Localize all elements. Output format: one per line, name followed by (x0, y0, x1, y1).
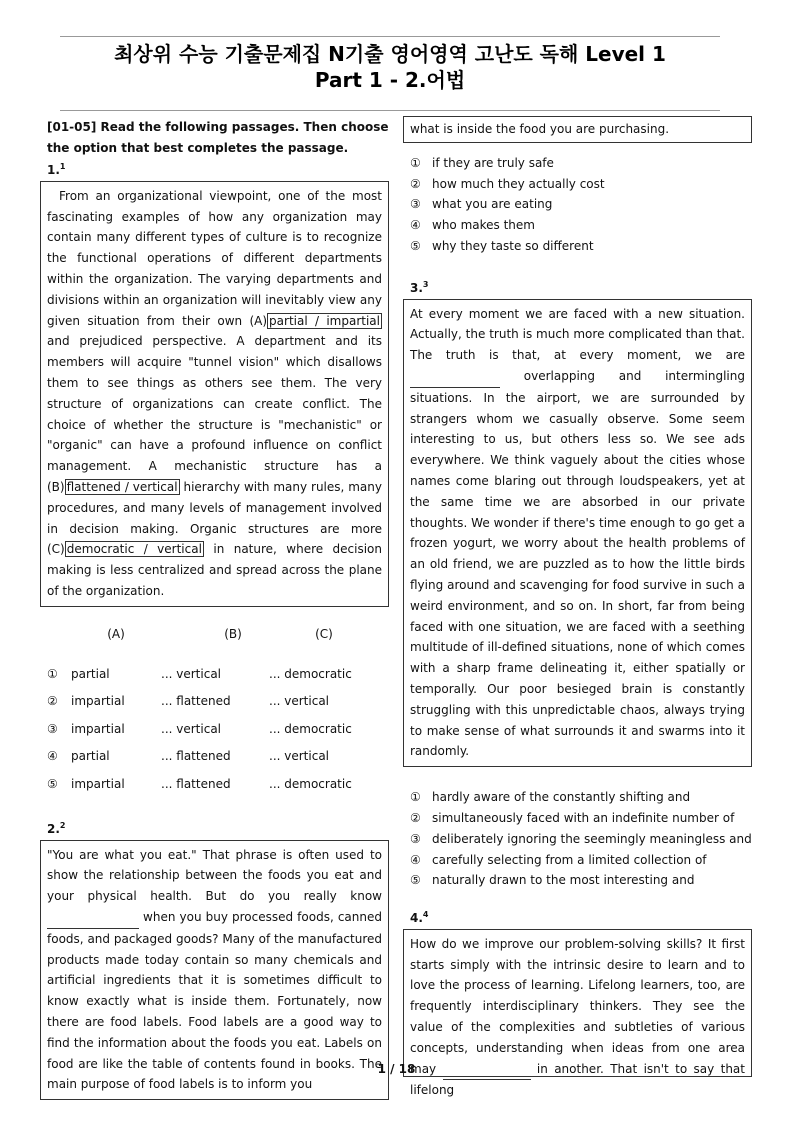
q2-passage (40, 840, 389, 1101)
q2-passage-continued (403, 116, 752, 143)
title-rule (60, 110, 720, 111)
q4-number (403, 905, 752, 929)
q1-text-1: From an organizational viewpoint, one of the most fascinating examples of how any organization may contain many different types of culture is to recognize the functional operations of different departments within the organization. The varying departments and divisions within an organization will inevitably view any given situation from their own (A) (47, 188, 382, 328)
q4-text-1: How do we improve our problem-solving skills? It first starts simply with the intrinsic desire to learn and to love the process of learning. Lifelong learners, too, are frequently interdisciplinary thinkers. They see the value of the complexities and subtleties of various concepts, understanding when ideas from one area may (410, 936, 745, 1076)
option-b: ... vertical (161, 721, 221, 736)
q3-option-1[interactable] (410, 787, 752, 808)
option-c: ... democratic (269, 721, 352, 736)
q1-text-3: hierarchy with many rules, many procedures, and many levels of management involved in decision making. Organic structures are more (C) (47, 479, 382, 557)
option-b: ... flattened (161, 776, 231, 791)
option-number: ③ (410, 197, 421, 212)
option-a: partial (71, 666, 110, 681)
q2-option-3[interactable] (410, 194, 752, 215)
q2-text-1: "You are what you eat." That phrase is often used to show the relationship between the foods you eat and your physical health. But do you really know (47, 847, 382, 904)
option-a: impartial (71, 694, 125, 709)
option-number: ③ (410, 831, 421, 846)
option-number: ⑤ (410, 238, 421, 253)
q1-text-4: in nature, where decision making is less centralized and spread across the plane of the organization. (47, 542, 383, 598)
q3-text-2: overlapping and intermingling situations. In the airport, we are surrounded by strangers whom we casually observe. Some seem interesting to us, but others less so. We see ads everywhere. We think vaguely about the cities whose names come blaring out through loudspeakers, yet at the same time we are absorbed in our private thoughts. We wonder if there's time enough to go get a frozen yogurt, we worry about the health problems of an old friend, we are puzzled as to how the little birds flying around and scavenging for food survive in such a weird environment, and so on. In short, far from being faced with one situation, we are faced with a seething multitude of ill-defined situations, none of which comes with a sharp frame delineating it, either spatially or temporally. Our poor besieged brain is constantly struggling with this unpredictable chaos, always trying to make sense of what surrounds it and swarms into it randomly. (410, 368, 745, 759)
header-c: (C) (315, 627, 333, 642)
option-text: why they taste so different (432, 238, 594, 253)
q3-blank (410, 366, 500, 388)
q2-number (47, 816, 389, 840)
option-b: ... flattened (161, 694, 231, 709)
option-text: if they are truly safe (432, 155, 554, 170)
q3-num-text: 3. (410, 280, 423, 295)
q4-num-text: 4. (410, 911, 423, 926)
q3-options (403, 787, 752, 891)
option-text: who makes them (432, 218, 535, 233)
option-number: ② (47, 694, 58, 709)
q2-num-text: 2. (47, 821, 60, 836)
q1-choice-b-box: flattened / vertical (66, 479, 178, 494)
option-text: simultaneously faced with an indefinite number of (432, 810, 735, 825)
header-a: (A) (107, 627, 125, 642)
option-number: ① (47, 666, 58, 681)
top-rule (60, 36, 720, 37)
q2-blank (47, 907, 139, 929)
option-number: ② (410, 176, 421, 191)
option-a: partial (71, 749, 110, 764)
q2-continued-text: what is inside the food you are purchasing. (410, 122, 670, 136)
q1-number (47, 157, 389, 181)
q1-text-2: and prejudiced perspective. A department and its members will acquire "tunnel vision" which disallows them to see things as others see them. The very structure of organizations can create conflict. The choice of whether the structure is "mechanistic" or "organic" can have a profound influence on conflict management. A mechanistic structure has a (B) (47, 334, 382, 494)
option-text: how much they actually cost (432, 176, 605, 191)
q1-num-text: 1. (47, 163, 60, 177)
q3-footnote: 3 (422, 279, 429, 289)
q2-option-5[interactable] (410, 236, 752, 257)
page-number: 1 / 18 (377, 1062, 416, 1076)
q3-text-1: At every moment we are faced with a new situation. Actually, the truth is much more complicated than that. The truth is that, at every moment, we are (410, 306, 745, 363)
q4-passage (403, 929, 752, 1098)
option-number: ④ (410, 218, 421, 233)
option-text: hardly aware of the constantly shifting and (432, 790, 691, 805)
option-c: ... vertical (269, 694, 329, 709)
option-b: ... flattened (161, 749, 231, 764)
q1-options-header (47, 621, 389, 649)
q1-choice-c-box: democratic / vertical (66, 542, 202, 557)
header-b: (B) (224, 627, 242, 642)
q1-option-3[interactable] (47, 715, 389, 743)
option-c: ... democratic (269, 666, 352, 681)
q4-footnote: 4 (422, 910, 429, 920)
q1-option-4[interactable] (47, 743, 389, 771)
option-number: ⑤ (410, 873, 421, 888)
q2-text-2: when you buy processed foods, canned foods, and packaged goods? Many of the manufactured products made today contain so many chemicals and artificial ingredients that it is sometimes difficult to know exactly what is inside them. Fortunately, now there are food labels. Food labels are a good way to find the information about the foods you eat. Labels on food are like the table of contents found in books. The main purpose of food labels is to inform you (47, 909, 382, 1092)
q1-option-1[interactable] (47, 660, 389, 688)
q3-passage (403, 299, 752, 768)
instructions: [01-05] Read the following passages. Then choose the option that best completes the passage. (47, 120, 389, 155)
option-b: ... vertical (161, 666, 221, 681)
option-a: impartial (71, 721, 125, 736)
q2-footnote: 2 (59, 820, 66, 830)
q3-number (403, 275, 752, 299)
option-number: ④ (47, 749, 58, 764)
option-text: what you are eating (432, 197, 553, 212)
q3-option-5[interactable] (410, 870, 752, 891)
option-c: ... democratic (269, 776, 352, 791)
option-text: carefully selecting from a limited collection of (432, 852, 707, 867)
q2-option-2[interactable] (410, 174, 752, 195)
option-text: deliberately ignoring the seemingly meaningless and (432, 831, 752, 846)
option-number: ① (410, 790, 421, 805)
q3-option-4[interactable] (410, 850, 752, 871)
left-column (47, 117, 389, 1100)
right-column (403, 116, 752, 1098)
page-title-line2: Part 1 - 2.어법 (314, 68, 466, 92)
option-number: ② (410, 810, 421, 825)
option-number: ⑤ (47, 776, 58, 791)
q1-passage (40, 181, 389, 607)
q3-option-2[interactable] (410, 808, 752, 829)
q1-choice-a-box: partial / impartial (269, 313, 380, 328)
q2-option-4[interactable] (410, 215, 752, 236)
q3-option-3[interactable] (410, 829, 752, 850)
option-number: ④ (410, 852, 421, 867)
option-number: ③ (47, 721, 58, 736)
option-c: ... vertical (269, 749, 329, 764)
q4-text-2: in another. That isn't to say that lifelong (410, 1061, 745, 1098)
q1-option-5[interactable] (47, 770, 389, 798)
q2-option-1[interactable] (410, 153, 752, 174)
page-title-line1: 최상위 수능 기출문제집 N기출 영어영역 고난도 독해 Level 1 (114, 42, 666, 66)
option-a: impartial (71, 776, 125, 791)
q1-options-grid (47, 621, 389, 798)
option-text: naturally drawn to the most interesting and (432, 873, 695, 888)
option-number: ① (410, 155, 421, 170)
q1-footnote: 1 (59, 162, 66, 171)
q1-option-2[interactable] (47, 688, 389, 716)
q2-options (403, 153, 752, 257)
